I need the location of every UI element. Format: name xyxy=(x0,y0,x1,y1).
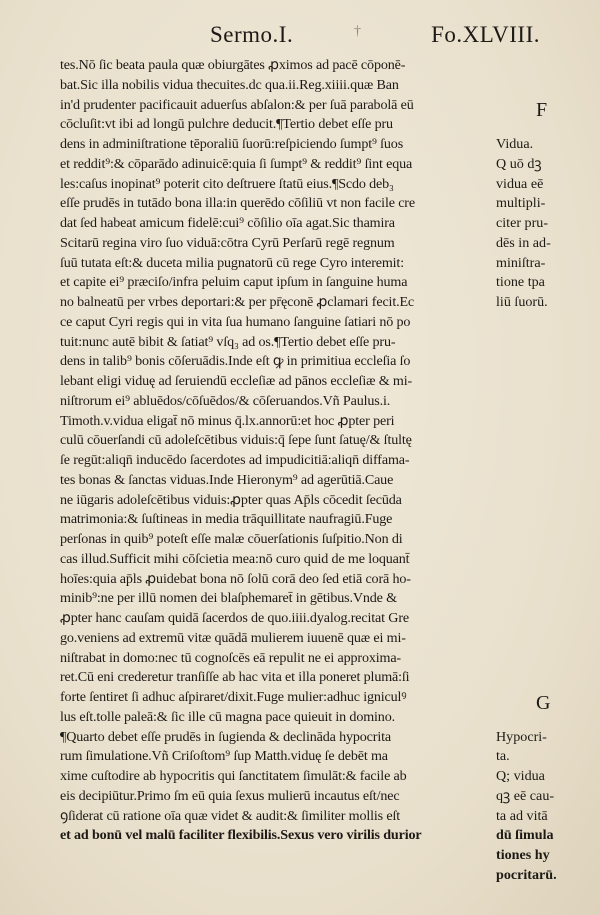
text-line: les:caſus inopinat⁹ poterit cito deſtruere ſtatū eius.¶Scdo deb₃ xyxy=(60,175,394,192)
text-line: matrimonia:& ſuſtineas in media trāquillitate naufragiū.Fuge xyxy=(60,511,393,528)
margin-note: Vidua. xyxy=(496,136,534,152)
text-line: ne iūgaris adoleſcētibus viduis:ꝓpter quas Ap̄ls cōcedit ſecūda xyxy=(60,491,402,508)
text-line: tes.Nō ſic beata paula quæ obiurgātes ꝓximos ad pacē cōponē- xyxy=(60,57,406,73)
text-line: Scitarū regina viro ſuo viduā:cōtra Cyrū Perſarū regē regnum xyxy=(60,234,395,251)
margin-note: dēs in ad- xyxy=(496,234,551,251)
text-line: rum ſimulatione.Vñ Criſoſtom⁹ ſup Matth.viduę ſe debēt ma xyxy=(60,748,388,765)
text-line: ret.Cū eni crederetur tranſiſſe ab hac vita et illa poneret plumā:ſi xyxy=(60,669,410,686)
text-line: eſſe prudēs in tutādo bona illa:in querēdo cōſiliū vt non facile cre xyxy=(60,195,415,212)
text-line: ¶Quarto debet eſſe prudēs in ſugienda & declināda hypocrita xyxy=(60,728,391,745)
margin-note: pocritarū. xyxy=(496,866,557,883)
text-line: tes bonas & ſanctas viduas.Inde Hieronym⁹ ad agerūtiā.Caue xyxy=(60,471,394,488)
text-line: hoīes:quia ap̄ls ꝓuidebat bona nō ſolū corā deo ſed etiā corā ho- xyxy=(60,570,411,587)
text-line: perſonas in quib⁹ poteſt eſſe malæ cōuerſationis ſuſpitio.Non di xyxy=(60,531,403,547)
margin-note: liū ſuorū. xyxy=(496,294,548,310)
text-line: ſe regūt:aliqn̄ inducēdo ſacerdotes ad impudicitiā:aliqn̄ diffama- xyxy=(60,452,410,468)
margin-note: tiones hy xyxy=(496,847,550,863)
text-line: ce caput Cyri regis qui in vita ſua humano ſanguine ſatiari nō po xyxy=(60,313,411,330)
text-line: ꝓpter hanc cauſam quidā ſacerdos de quo.iiii.dyalog.recitat Gre xyxy=(60,610,409,626)
text-line: forte ſentiret ſi adhuc aſpiraret/dixit.Fuge mulier:adhuc igniculꝰ xyxy=(60,689,407,705)
margin-note: Q uō dꝫ xyxy=(496,155,542,172)
margin-note: citer pru- xyxy=(496,215,549,231)
text-line: cas illud.Sufficit mihi cōſcietia mea:nō curo quid de me loquant̄ xyxy=(60,550,410,567)
text-line: et reddit⁹:& cōparādo adinuicē:quia ſi ſumpt⁹ & reddit⁹ ſint equa xyxy=(60,155,413,172)
margin-note: miniſtra- xyxy=(496,254,546,271)
margin-note: dū ſimula xyxy=(496,827,554,844)
text-line: lus eſt.tolle paleā:& ſic ille cū magna pace quieuit in domino. xyxy=(60,708,395,725)
text-line: tuit:nunc autē bibit & ſatiat⁹ vſq₃ ad os.¶Tertio debet eſſe pru- xyxy=(60,333,396,350)
folio-number: Fo.XLVIII. xyxy=(431,22,540,47)
text-line: go.veniens ad extremū vitæ quādā mulierem iuuenē quæ ei mi- xyxy=(60,629,406,646)
text-line: bat.Sic illa nobilis vidua thecuites.dc qua.ii.Reg.xiiii.quæ Ban xyxy=(60,76,399,93)
text-line: xime cuſtodire ab hypocritis qui ſanctitatem ſimulāt:& facile ab xyxy=(60,768,407,784)
text-line: ꝯſiderat cū ratione oīa quæ videt & audit:& ſimiliter mollis eſt xyxy=(60,807,400,824)
text-line: culū cōuerſandi cū adoleſcētibus viduis:q̄ ſepe ſunt ſatuę/& ſtultę xyxy=(60,432,412,449)
text-line: ſuū tutata eſt:& duceta milia pugnatorū cū rege Cyro interemit: xyxy=(60,254,404,271)
text-line: niſtrabat in domo:nec tū cognoſcēs eā repulit ne ei approxima- xyxy=(60,649,401,666)
text-line: dat ſed habeat amicum fidelē:cui⁹ cōſilio oīa agat.Sic thamira xyxy=(60,215,395,231)
margin-note: Hypocri- xyxy=(496,728,547,745)
text-line: Timoth.v.vidua eligat̄ nō minus q̄.lx.annorū:et hoc ꝓpter peri xyxy=(60,412,395,429)
text-line: dens in adminiſtratione tēporaliū ſuorū:reſpiciendo ſumpt⁹ ſuos xyxy=(60,136,404,152)
sermon-title: Sermo.I. xyxy=(210,22,294,47)
margin-note: Q; vidua xyxy=(496,768,545,784)
text-line: minib⁹:ne per illū nomen dei blaſphemaret̄ in gētibus.Vnde & xyxy=(60,590,397,607)
text-line: et ad bonū vel malū faciliter flexibilis.Sexus vero virilis durior xyxy=(60,827,422,844)
margin-note: ta. xyxy=(496,748,510,765)
page-header xyxy=(210,22,540,52)
main-text-column xyxy=(60,56,496,846)
header-mark: † xyxy=(354,24,362,39)
margin-note: vidua eē xyxy=(496,175,544,192)
text-line: niſtrorum ei⁹ abluēdos/cōſuēdos/& cōſeruandos.Vñ Paulus.i. xyxy=(60,392,391,409)
text-line: in'd prudenter pacificauit aduerſus abſalon:& per ſuā parabolā eū xyxy=(60,96,414,113)
text-line: eis decipiūtur.Primo ſm eū quia ſexus mulierū incautus eſt/nec xyxy=(60,787,400,804)
margin-note: ta ad vitā xyxy=(496,807,548,824)
text-line: cōcluſit:vt ibi ad longū pulchre deducit.¶Tertio debet eſſe pru xyxy=(60,116,393,133)
margin-note: qꝫ eē cau- xyxy=(496,787,555,804)
text-line: lebant eligi viduę ad ſeruiendū eccleſiæ ad pānos eccleſiæ & mi- xyxy=(60,373,413,389)
margin-note: multipli- xyxy=(496,195,546,212)
text-line: no balneatū per vrbes deportari:& per pr̄ęconē ꝓclamari fecit.Ec xyxy=(60,294,415,310)
margin-note: F xyxy=(536,99,548,122)
text-line: et capite ei⁹ præciſo/infra peluim caput ipſum in ſanguine huma xyxy=(60,274,408,291)
margin-note: tione tpa xyxy=(496,274,545,291)
text-line: dens in talib⁹ bonis cōſeruādis.Inde eſt ꝙ in primitiua eccleſia ſo xyxy=(60,353,411,370)
margin-note: G xyxy=(536,691,551,714)
